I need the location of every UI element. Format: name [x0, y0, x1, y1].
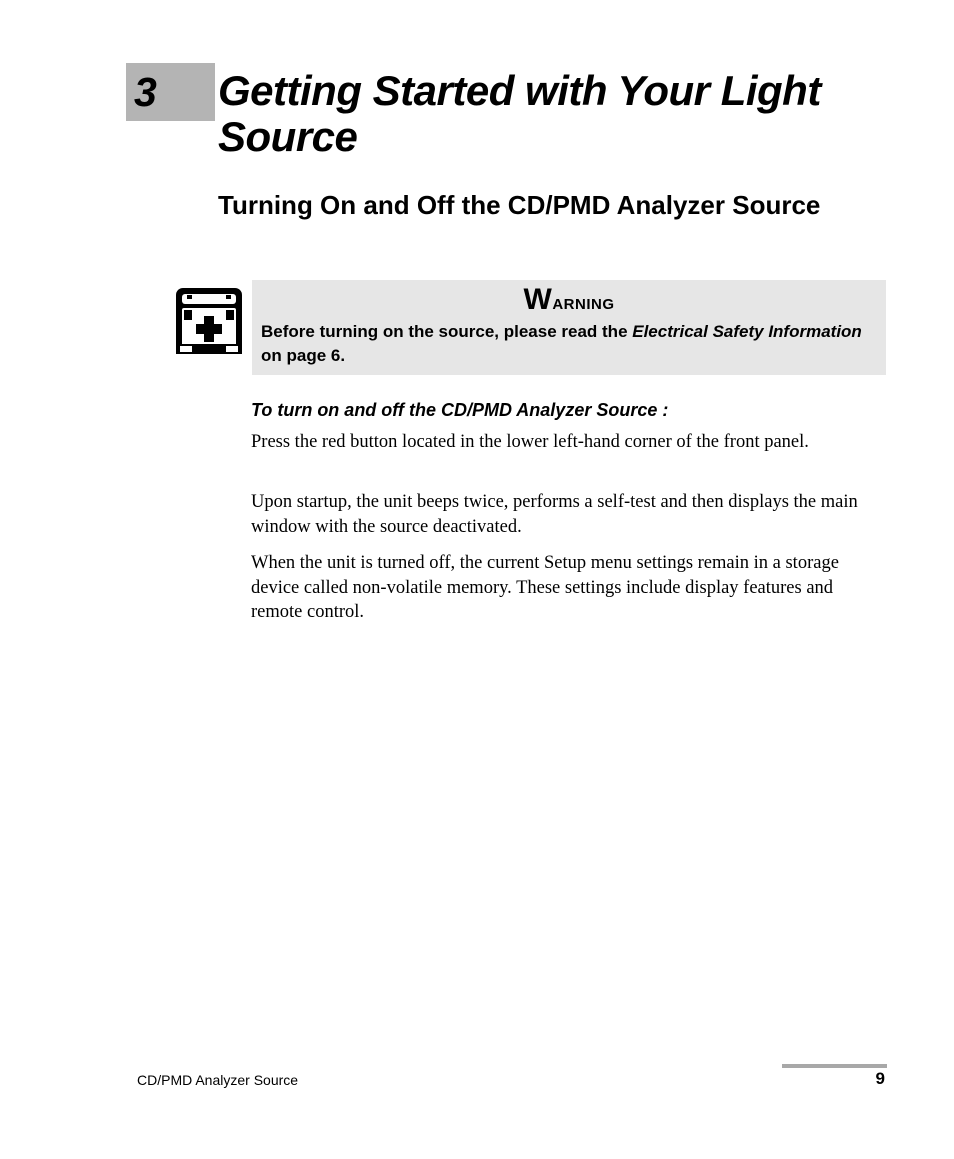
- procedure-title: To turn on and off the CD/PMD Analyzer Source :: [251, 400, 669, 420]
- paragraph-startup: Upon startup, the unit beeps twice, performs a self-test and then displays the main window with the source deactivated.: [251, 492, 858, 537]
- footer-page-number: 9: [875, 1069, 885, 1088]
- chapter-title: Getting Started with Your Light Source: [218, 67, 821, 160]
- footer-document-title: CD/PMD Analyzer Source: [137, 1072, 299, 1088]
- paragraph-memory: When the unit is turned off, the current Setup menu settings remain in a storage device called non-volatile memory. These settings include display features and remote control.: [251, 553, 839, 622]
- warning-text: [261, 320, 871, 368]
- warning-text-before: Before turning on the source, please read the: [261, 322, 633, 341]
- ambulance-icon: [175, 286, 243, 356]
- warning-heading-initial: W: [523, 283, 553, 316]
- chapter-number: 3: [134, 69, 157, 115]
- warning-text-after: on page 6.: [261, 346, 346, 365]
- warning-heading-rest: arning: [552, 289, 615, 314]
- warning-box: [252, 280, 886, 375]
- paragraph-power-button: Press the red button located in the lower left-hand corner of the front panel.: [251, 432, 809, 452]
- section-title: Turning On and Off the CD/PMD Analyzer Source: [218, 190, 821, 220]
- warning-heading: [252, 282, 886, 320]
- warning-text-reference: Electrical Safety Information: [632, 322, 862, 341]
